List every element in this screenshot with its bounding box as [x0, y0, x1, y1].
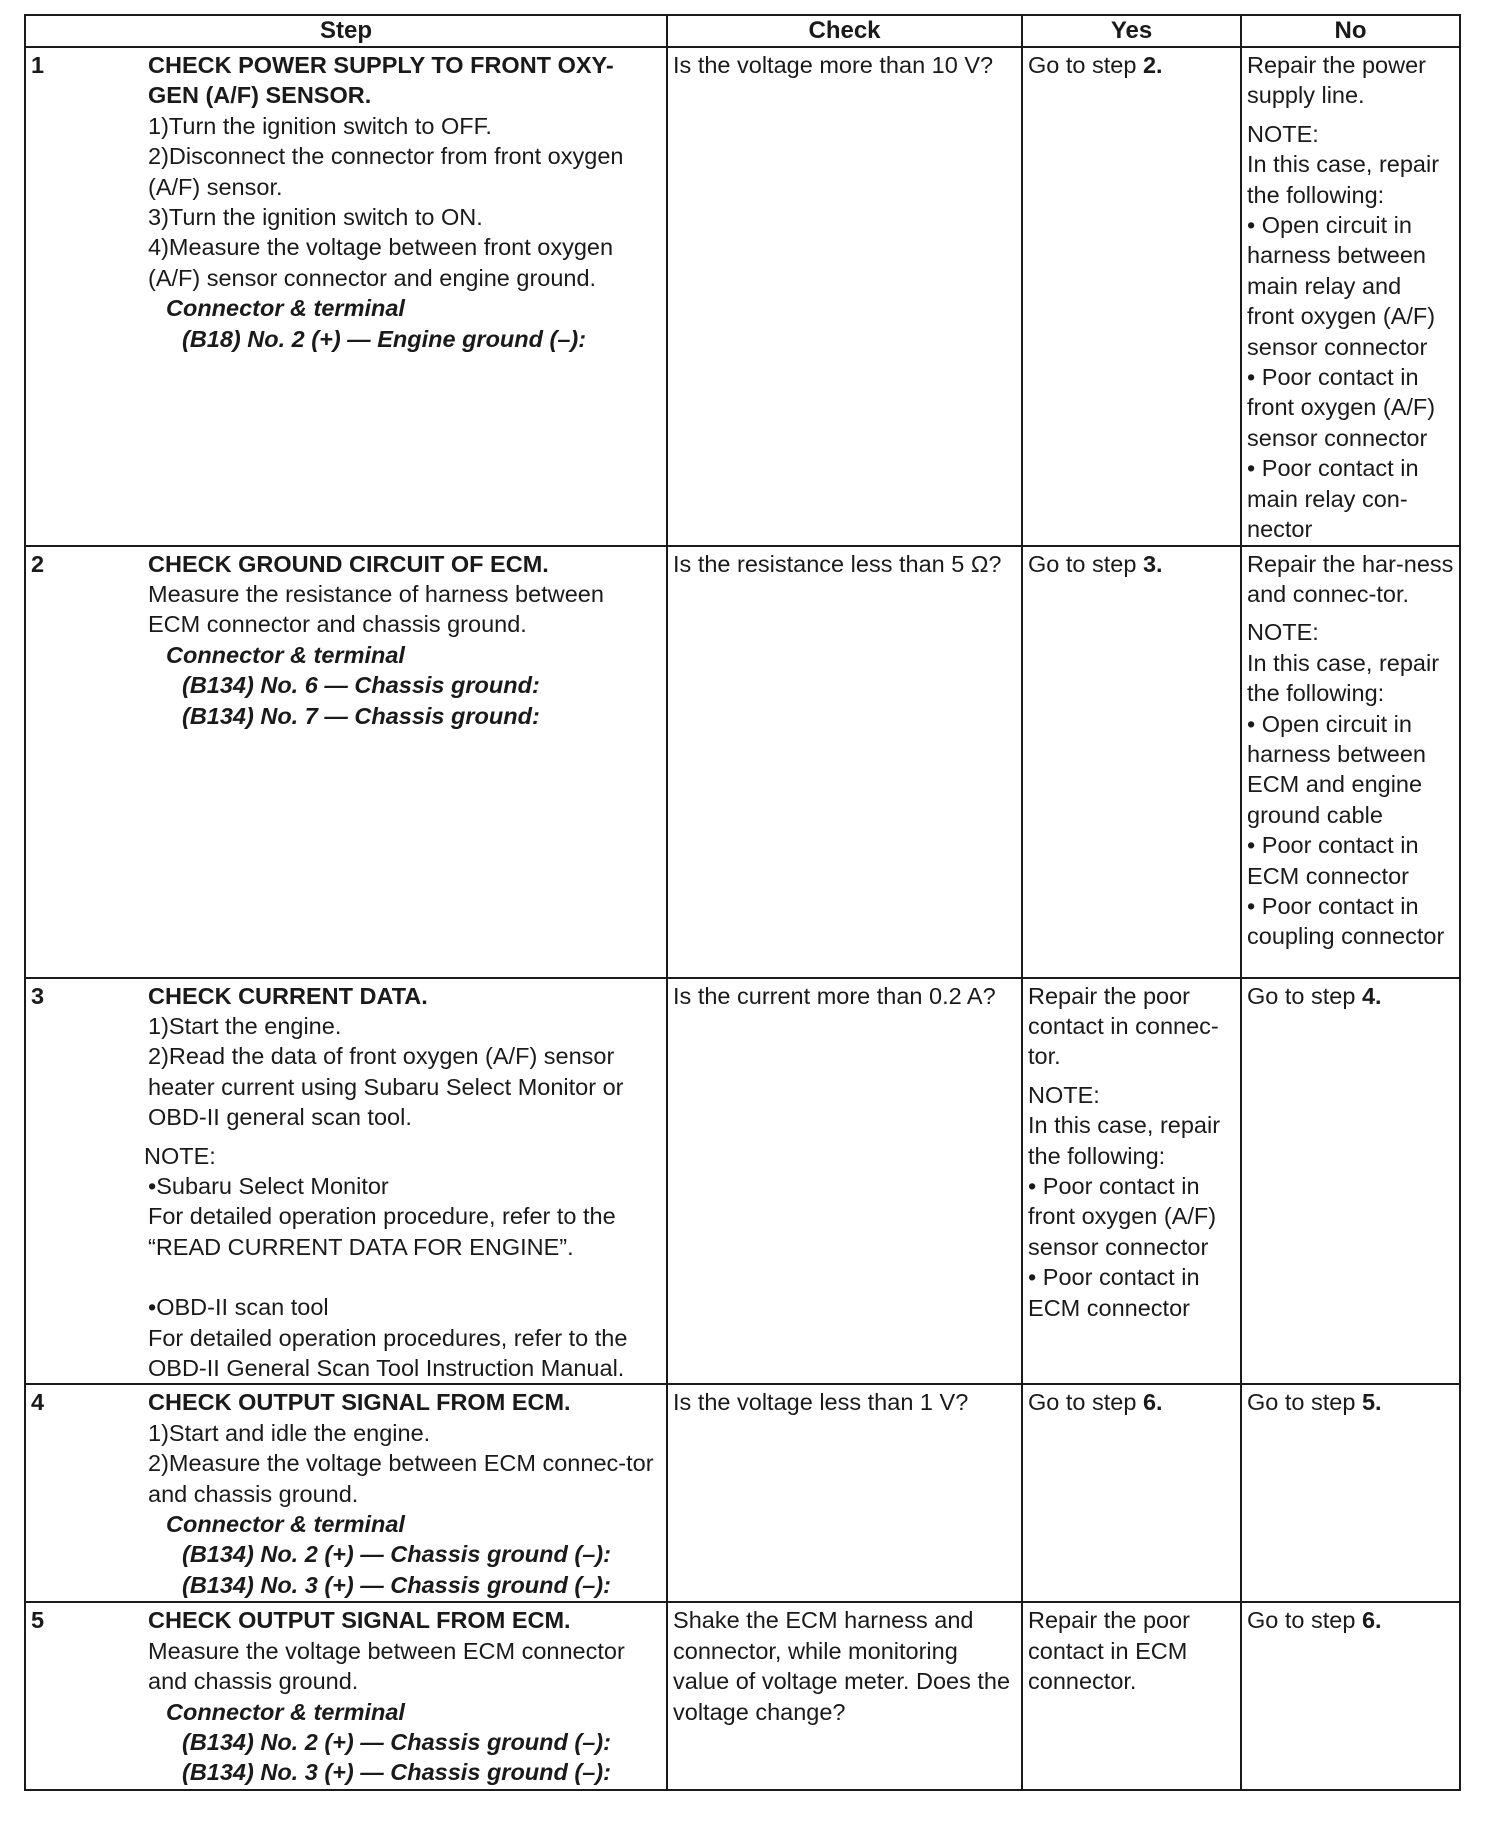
step-instruction: Measure the resistance of harness between ECM connector and chassis ground.: [148, 580, 604, 638]
terminal-spec: (B134) No. 3 (+) — Chassis ground (–):: [182, 1571, 611, 1598]
yes-step-link[interactable]: 6.: [1142, 1389, 1163, 1416]
step-cell: [143, 1384, 667, 1602]
step-instruction: Measure the voltage between ECM connector and chassis ground.: [148, 1637, 625, 1695]
note-bullet: • Poor contact in front oxygen (A/F) sensor connector: [1028, 1172, 1217, 1260]
step-instruction: 1)Turn the ignition switch to OFF.: [148, 112, 492, 139]
table-row: [25, 1602, 1460, 1790]
step-title: CHECK GROUND CIRCUIT OF ECM.: [148, 550, 549, 577]
step-cell: [143, 47, 667, 546]
connector-terminal-label: Connector & terminal: [166, 1698, 405, 1725]
check-cell: Is the current more than 0.2 A?: [667, 978, 1022, 1385]
note-item: •OBD-II scan tool: [148, 1294, 329, 1321]
note-text: In this case, repair the following:: [1247, 649, 1440, 707]
connector-terminal-label: Connector & terminal: [166, 295, 405, 322]
terminal-spec: (B134) No. 6 — Chassis ground:: [182, 672, 540, 699]
terminal-spec: (B134) No. 2 (+) — Chassis ground (–):: [182, 1541, 611, 1568]
no-text: Repair the power supply line.: [1247, 52, 1426, 109]
terminal-spec: (B134) No. 7 — Chassis ground:: [182, 702, 540, 729]
check-cell: Shake the ECM harness and connector, while monitoring value of voltage meter. Does the voltage change?: [667, 1602, 1022, 1790]
terminal-spec: (B134) No. 3 (+) — Chassis ground (–):: [182, 1759, 611, 1786]
note-bullet: • Poor contact in main relay con-nector: [1247, 455, 1419, 543]
step-number: 3: [25, 978, 143, 1385]
table-row: [25, 1384, 1460, 1602]
yes-text: Go to step: [1028, 52, 1143, 78]
note-item: •Subaru Select Monitor: [148, 1172, 389, 1199]
header-yes: Yes: [1022, 15, 1241, 47]
note-bullet: • Open circuit in harness between ECM and engine ground cable: [1247, 710, 1426, 828]
header-step: Step: [25, 15, 667, 47]
note-label: NOTE:: [144, 1142, 216, 1169]
no-step-link[interactable]: 4.: [1361, 982, 1382, 1009]
note-bullet: • Poor contact in coupling connector: [1247, 892, 1445, 950]
yes-step-link[interactable]: 2.: [1142, 52, 1163, 78]
note-label: NOTE:: [1247, 619, 1319, 646]
yes-text: Go to step: [1028, 1389, 1143, 1416]
table-header-row: [25, 15, 1460, 47]
step-number: 2: [25, 546, 143, 978]
no-cell: [1241, 1602, 1460, 1790]
check-cell: Is the voltage more than 10 V?: [667, 47, 1022, 546]
note-label: NOTE:: [1028, 1081, 1100, 1108]
table-row: [25, 47, 1460, 546]
header-check: Check: [667, 15, 1022, 47]
check-cell: Is the voltage less than 1 V?: [667, 1384, 1022, 1602]
no-step-link[interactable]: 5.: [1361, 1389, 1382, 1416]
step-title: CHECK CURRENT DATA.: [148, 982, 428, 1009]
step-number: 5: [25, 1602, 143, 1790]
terminal-spec: (B134) No. 2 (+) — Chassis ground (–):: [182, 1729, 611, 1755]
connector-terminal-label: Connector & terminal: [166, 641, 405, 668]
step-number: 4: [25, 1384, 143, 1602]
no-text: Repair the har-ness and connec-tor.: [1247, 550, 1454, 607]
step-title: CHECK OUTPUT SIGNAL FROM ECM.: [148, 1607, 571, 1634]
step-cell: [143, 978, 667, 1385]
yes-cell: [1022, 978, 1241, 1385]
no-cell: [1241, 546, 1460, 978]
yes-step-link[interactable]: 3.: [1142, 550, 1163, 577]
step-instruction: 2)Measure the voltage between ECM connec-tor and chassis ground.: [148, 1450, 654, 1507]
note-bullet: • Poor contact in ECM connector: [1028, 1264, 1200, 1321]
step-title: CHECK OUTPUT SIGNAL FROM ECM.: [148, 1389, 571, 1416]
terminal-spec: (B18) No. 2 (+) — Engine ground (–):: [182, 325, 587, 352]
yes-cell: Repair the poor contact in ECM connector.: [1022, 1602, 1241, 1790]
table-row: [25, 546, 1460, 978]
diagnostic-procedure-table: [24, 14, 1461, 1791]
no-text: Go to step: [1247, 1607, 1362, 1634]
note-text: In this case, repair the following:: [1028, 1112, 1221, 1169]
step-instruction: 1)Start the engine.: [148, 1012, 342, 1039]
step-instruction: 4)Measure the voltage between front oxygen (A/F) sensor connector and engine ground.: [148, 234, 614, 291]
connector-terminal-label: Connector & terminal: [166, 1511, 405, 1537]
header-no: No: [1241, 15, 1460, 47]
step-instruction: 2)Read the data of front oxygen (A/F) sensor heater current using Subaru Select Monitor or OBD-II general scan tool.: [148, 1043, 624, 1131]
no-cell: [1241, 47, 1460, 546]
note-text: In this case, repair the following:: [1247, 151, 1440, 208]
no-cell: [1241, 978, 1460, 1385]
note-bullet: • Open circuit in harness between main relay and front oxygen (A/F) sensor connector: [1247, 212, 1436, 360]
no-text: Go to step: [1247, 982, 1362, 1009]
note-item: For detailed operation procedures, refer to the OBD-II General Scan Tool Instruction Manual.: [148, 1324, 628, 1381]
no-text: Go to step: [1247, 1389, 1362, 1416]
yes-text: Go to step: [1028, 550, 1143, 577]
yes-text: Repair the poor contact in connec-tor.: [1028, 982, 1219, 1070]
step-cell: [143, 1602, 667, 1790]
step-instruction: 1)Start and idle the engine.: [148, 1419, 431, 1446]
step-cell: [143, 546, 667, 978]
note-item: For detailed operation procedure, refer to the “READ CURRENT DATA FOR ENGINE”.: [148, 1203, 616, 1260]
note-bullet: • Poor contact in ECM connector: [1247, 832, 1419, 889]
table-row: [25, 978, 1460, 1385]
yes-cell: [1022, 546, 1241, 978]
check-cell: Is the resistance less than 5 Ω?: [667, 546, 1022, 978]
step-instruction: 3)Turn the ignition switch to ON.: [148, 204, 483, 231]
no-cell: [1241, 1384, 1460, 1602]
yes-cell: [1022, 1384, 1241, 1602]
note-bullet: • Poor contact in front oxygen (A/F) sensor connector: [1247, 364, 1436, 451]
step-instruction: 2)Disconnect the connector from front oxygen (A/F) sensor.: [148, 143, 624, 200]
no-step-link[interactable]: 6.: [1361, 1607, 1382, 1634]
yes-cell: [1022, 47, 1241, 546]
step-number: 1: [25, 47, 143, 546]
step-title: CHECK POWER SUPPLY TO FRONT OXY-GEN (A/F) SENSOR.: [148, 52, 614, 109]
note-label: NOTE:: [1247, 120, 1319, 147]
